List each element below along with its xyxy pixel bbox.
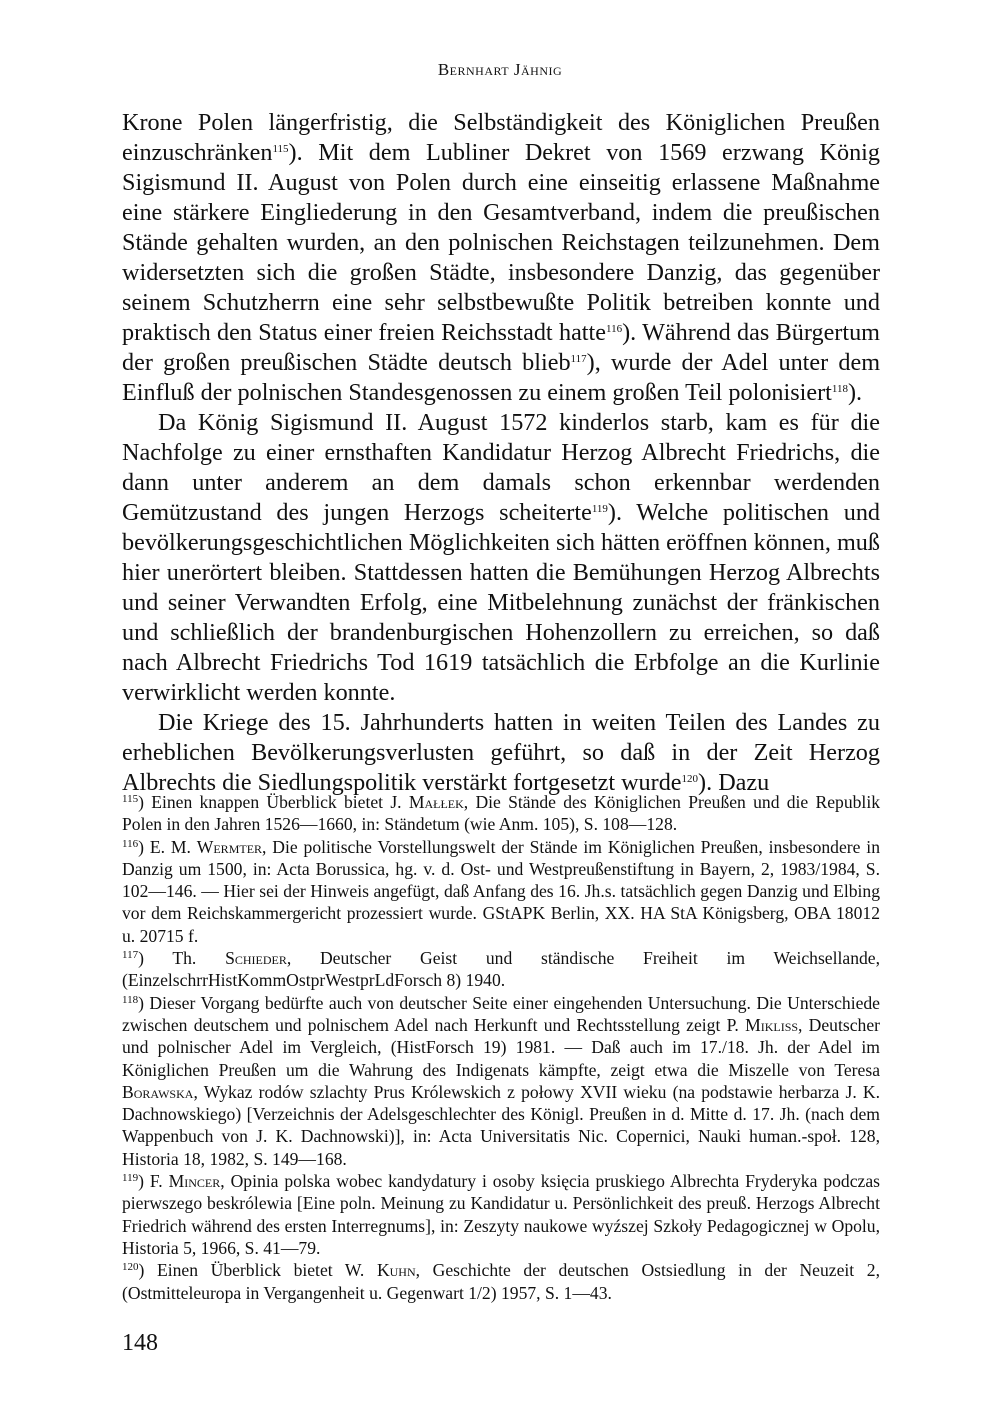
text-run: ). Während das Bürgertum der großen preußischen Städte deutsch blieb [122,319,880,376]
footnote [122,1170,880,1259]
text-run: , Die politische Vorstellungswelt der Stände im Königlichen Preußen, insbesondere in Danzig um 1500, in: Acta Borussica, hg. v. d. Ost- und Westpreußenstiftung in Bayern, 2, 1983/1984, S. 102—146. — Hier sei der Hinweis angefügt, daß Anfang des 16. Jh.s. tatsächlich gegen Danzig und Elbing vor dem Reichskammergericht prozessiert wurde. GStAPK Berlin, XX. HA StA Königsberg, OBA 18012 u. 20715 f. [122,836,880,946]
text-run: Th. [172,948,226,969]
footnote [122,1259,880,1304]
footnote [122,836,880,947]
text-run: , Wykaz rodów szlachty Prus Królewskich z połowy XVII wieku (na podstawie herbarza J. K. Dachnowskiego) [Verzeichnis der Adelsgeschlechter des Königl. Preußen in d. Mitte d. 17. Jh. (nach dem Wappenbuch von J. K. Dachnowski)], in: Acta Universitatis Nic. Copernici, Nauki human.-społ. 128, Historia 18, 1982, S. 149—168. [122,1081,880,1169]
text-run: Krone Polen längerfristig, die Selbständigkeit des Königlichen Preußen einzuschränken [122,109,880,166]
footnote-number-paren: ) [138,792,152,812]
footnote-number-paren: ) [138,1260,157,1281]
footnote-number: 118 [122,993,139,1006]
author-name: Borawska [122,1081,194,1102]
text-run: Einen knappen Überblick bietet J. [151,792,409,812]
author-name: Mikliss [745,1014,799,1035]
text-run: ). Welche politischen und bevölkerungsgeschichtlichen Möglichkeiten sich hätten eröffnen können, muß hier unerörtert bleiben. Stattdessen hatten die Bemühungen Herzog Albrechts und seiner Verwandten Erfolg, eine Mitbelehnung zunächst der fränkischen und schließlich der brandenburgischen Hohenzollern zu erreichen, so daß nach Albrecht Friedrichs Tod 1619 tatsächlich die Erbfolge an die Kurlinie verwirklicht werden konnte. [122,499,881,706]
footnote-number-paren: ) [138,1171,150,1192]
text-run: Die Kriege des 15. Jahrhunderts hatten in weiten Teilen des Landes zu erheblichen Bevölkerungsverlusten geführt, so daß in der Zeit Herzog Albrechts die Siedlungspolitik verstärkt fortgesetzt wurde [122,709,880,796]
text-run: ). Dazu [698,769,770,796]
body-paragraph [122,708,880,798]
body-text [122,108,880,798]
footnote-number: 116 [122,837,139,850]
author-name: Kuhn [376,1260,416,1281]
text-run: Da König Sigismund II. August 1572 kinderlos starb, kam es für die Nachfolge zu einer ernsthaften Kandidatur Herzog Albrecht Friedrichs, die dann unter anderem an dem damals schon erkennbar werdenden Gemützustand des jungen Herzogs scheiterte [122,409,880,526]
author-name: Schieder [225,948,287,969]
footnote-reference: 118 [831,383,848,395]
footnote-number: 120 [122,1261,139,1274]
footnote-reference: 117 [570,353,587,365]
footnote [122,947,880,992]
text-run: Dieser Vorgang bedürfte auch von deutscher Seite einer eingehenden Untersuchung. Die Unterschiede zwischen deutschem und polnischem Adel nach Herkunft und Rechtsstellung zeigt P. [122,992,880,1035]
text-run: , Die Stände des Königlichen Preußen und die Republik Polen in den Jahren 1526—1660, in: Ständetum (wie Anm. 105), S. 108—128. [122,792,881,835]
text-run: ). [848,379,863,406]
body-paragraph [122,108,880,408]
page-number: 148 [122,1330,158,1356]
text-run: , Deutscher und polnischer Adel im Vergleich, (HistForsch 19) 1981. — Daß auch im 17./18. Jh. der Adel im Königlichen Preußen um die Wahrung des Indigenats kämpfte, zeigt etwa die Miszelle von Teresa [122,1014,880,1080]
text-run: Einen Überblick bietet W. [156,1260,377,1281]
body-paragraph [122,408,880,708]
footnote-number-paren: ) [138,992,150,1013]
footnote-reference: 119 [591,503,608,515]
footnote-reference: 115 [272,143,289,155]
footnotes-section [122,791,880,1304]
footnote [122,992,880,1170]
text-run: , Opinia polska wobec kandydatury i osoby księcia pruskiego Albrechta Fryderyka podczas pierwszego beskrólewia [Eine poln. Meinung zu Kandidatur u. Persönlichkeit des preuß. Herzogs Albrecht Friedrich während des ersten Interregnums], in: Zeszyty naukowe wyźszej Szkoły Pedagogicznej w Opolu, Historia 5, 1966, S. 41—79. [122,1171,880,1258]
footnote-number: 117 [122,949,139,962]
text-run: , Deutscher Geist und ständische Freiheit im Weichsellande, (EinzelschrrHistKommOstprWestprLdForsch 8) 1940. [122,948,881,991]
text-run: ), wurde der Adel unter dem Einfluß der polnischen Standesgenossen zu einem großen Teil polonisiert [122,349,881,406]
text-run: E. M. [149,836,197,857]
footnote-number-paren: ) [138,836,150,857]
text-run: F. [149,1171,169,1192]
footnote-number-paren: ) [138,948,173,969]
author-name: Mincer [168,1171,221,1192]
running-header [0,60,1000,80]
footnote-number: 115 [122,793,139,805]
footnote [122,791,880,836]
footnote-reference: 120 [681,773,699,785]
running-title: Bernhart Jähnig [437,60,563,79]
author-name: Małłek [408,792,464,812]
text-run: , Geschichte der deutschen Ostsiedlung in der Neuzeit 2, (Ostmitteleuropa in Vergangenheit u. Gegenwart 1/2) 1957, S. 1—43. [122,1260,880,1303]
text-run: ). Mit dem Lubliner Dekret von 1569 erzwang König Sigismund II. August von Polen durch eine einseitig erlassene Maßnahme eine stärkere Eingliederung in den Gesamtverband, indem die preußischen Stände gehalten wurden, an den polnischen Reichstagen teilzunehmen. Dem widersetzten sich die großen Städte, insbesondere Danzig, das gegenüber seinem Schutzherrn eine sehr selbstbewußte Politik betreiben konnte und praktisch den Status einer freien Reichsstadt hatte [122,139,880,346]
footnote-reference: 116 [605,323,623,335]
author-name: Wermter [196,836,263,857]
footnote-number: 119 [122,1172,139,1185]
